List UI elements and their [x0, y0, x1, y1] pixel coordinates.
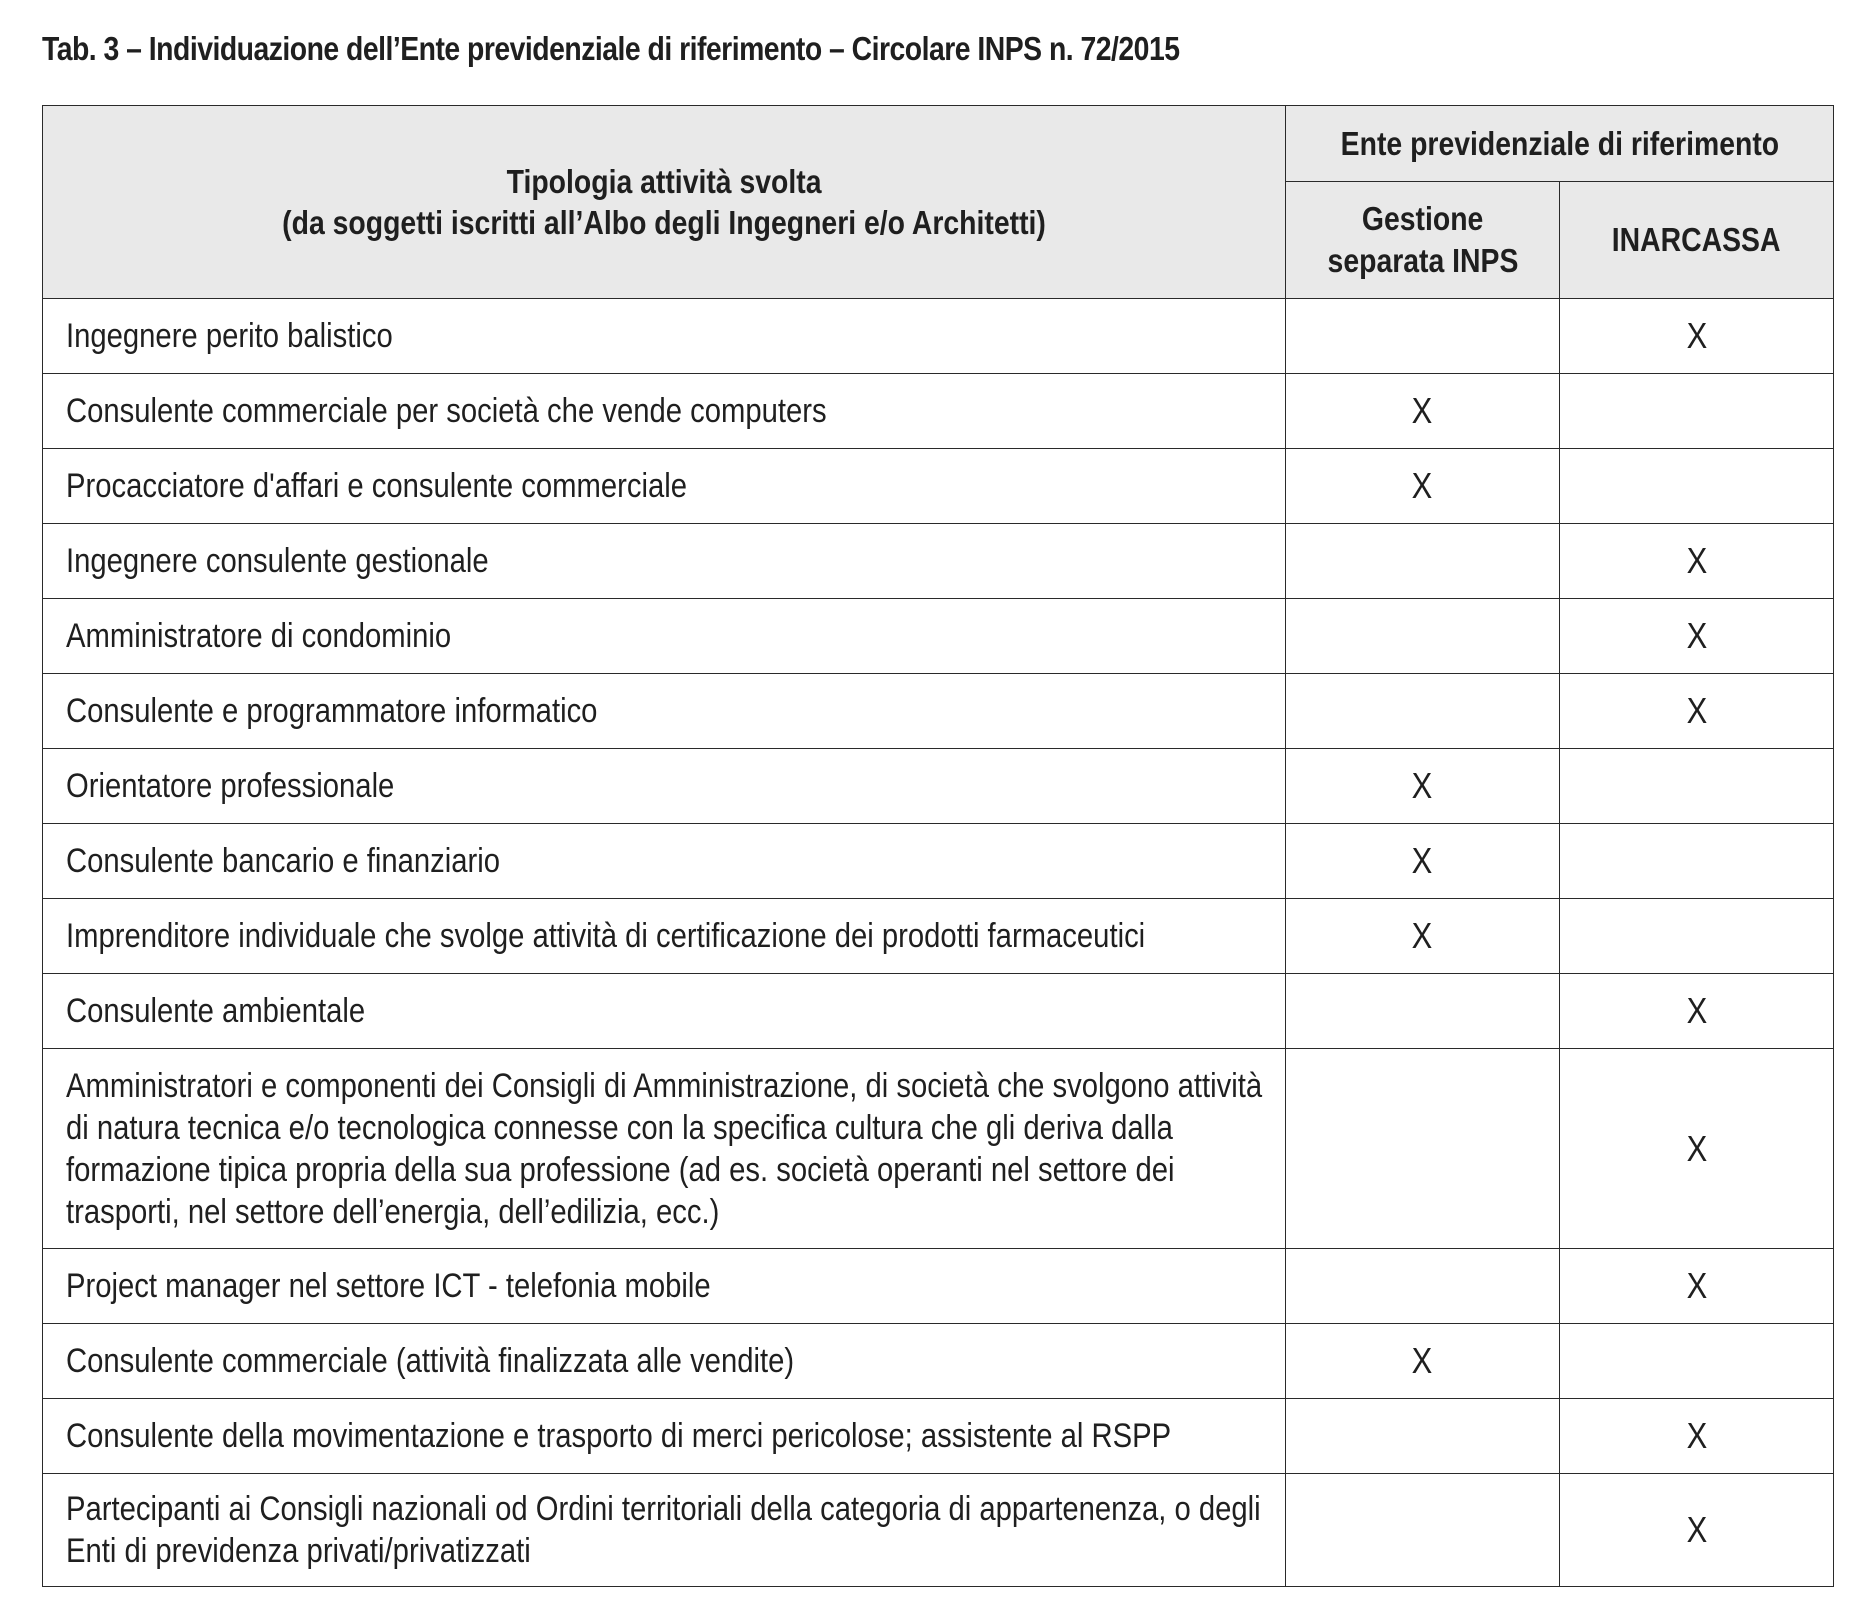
table-row	[43, 899, 1834, 974]
table-row	[43, 974, 1834, 1049]
table-row	[43, 524, 1834, 599]
inps-header-line1: Gestione	[1361, 200, 1484, 237]
inps-cell	[1286, 974, 1560, 1049]
activity-cell: Consulente e programmatore informatico	[43, 674, 1286, 749]
table-row	[43, 449, 1834, 524]
activity-cell: Consulente commerciale (attività finalizzata alle vendite)	[43, 1324, 1286, 1399]
table-row	[43, 674, 1834, 749]
inps-cell	[1286, 1399, 1560, 1474]
activity-cell: Consulente della movimentazione e trasporto di merci pericolose; assistente al RSPP	[43, 1399, 1286, 1474]
inps-header-line2: separata INPS	[1327, 242, 1518, 279]
inarcassa-cell: X	[1560, 524, 1834, 599]
activity-cell: Orientatore professionale	[43, 749, 1286, 824]
activity-cell: Amministratore di condominio	[43, 599, 1286, 674]
table-row	[43, 299, 1834, 374]
table-row	[43, 1324, 1834, 1399]
table-row	[43, 824, 1834, 899]
inarcassa-header-label: INARCASSA	[1612, 221, 1781, 258]
activity-cell: Ingegnere consulente gestionale	[43, 524, 1286, 599]
inarcassa-cell: X	[1560, 1474, 1834, 1587]
inarcassa-cell	[1560, 374, 1834, 449]
inarcassa-cell: X	[1560, 1049, 1834, 1249]
inarcassa-cell: X	[1560, 974, 1834, 1049]
inps-cell	[1286, 674, 1560, 749]
inarcassa-cell	[1560, 899, 1834, 974]
inarcassa-cell: X	[1560, 599, 1834, 674]
table-row	[43, 1249, 1834, 1324]
table-row	[43, 749, 1834, 824]
activity-cell: Ingegnere perito balistico	[43, 299, 1286, 374]
entity-group-label: Ente previdenziale di riferimento	[1340, 124, 1779, 162]
activity-cell: Consulente bancario e finanziario	[43, 824, 1286, 899]
social-security-table	[42, 105, 1834, 1587]
activity-cell: Imprenditore individuale che svolge attività di certificazione dei prodotti farmaceutici	[43, 899, 1286, 974]
inarcassa-cell	[1560, 1324, 1834, 1399]
inarcassa-cell: X	[1560, 1249, 1834, 1324]
activity-cell: Amministratori e componenti dei Consigli di Amministrazione, di società che svolgono attività di natura tecnica e/o tecnologica connesse con la specifica cultura che gli deriva dalla formazione tipica propria della sua professione (ad es. società operanti nel settore dei trasporti, nel settore dell’energia, dell’edilizia, ecc.)	[43, 1049, 1286, 1249]
inps-cell: X	[1286, 899, 1560, 974]
inarcassa-cell	[1560, 824, 1834, 899]
activity-cell: Consulente ambientale	[43, 974, 1286, 1049]
inarcassa-cell: X	[1560, 674, 1834, 749]
inps-cell: X	[1286, 1324, 1560, 1399]
inarcassa-cell: X	[1560, 299, 1834, 374]
entity-group-header	[1286, 106, 1834, 182]
inarcassa-column-header	[1560, 182, 1834, 299]
activity-cell: Partecipanti ai Consigli nazionali od Ordini territoriali della categoria di appartenenza, o degli Enti di previdenza privati/privatizzati	[43, 1474, 1286, 1587]
inps-cell	[1286, 1049, 1560, 1249]
activity-cell: Project manager nel settore ICT - telefonia mobile	[43, 1249, 1286, 1324]
inps-cell: X	[1286, 749, 1560, 824]
inps-cell: X	[1286, 374, 1560, 449]
table-row	[43, 1399, 1834, 1474]
inps-cell	[1286, 1249, 1560, 1324]
activity-column-header	[43, 106, 1286, 299]
inarcassa-cell: X	[1560, 1399, 1834, 1474]
inps-cell	[1286, 524, 1560, 599]
inps-cell: X	[1286, 824, 1560, 899]
inps-cell	[1286, 299, 1560, 374]
inps-cell	[1286, 1474, 1560, 1587]
activity-cell: Consulente commerciale per società che vende computers	[43, 374, 1286, 449]
inarcassa-cell	[1560, 749, 1834, 824]
table-row	[43, 1049, 1834, 1249]
table-row	[43, 599, 1834, 674]
inarcassa-cell	[1560, 449, 1834, 524]
activity-header-line2: (da soggetti iscritti all’Albo degli Ingegneri e/o Architetti)	[282, 204, 1046, 241]
inps-column-header	[1286, 182, 1560, 299]
table-row	[43, 374, 1834, 449]
inps-cell	[1286, 599, 1560, 674]
inps-cell: X	[1286, 449, 1560, 524]
table-row	[43, 1474, 1834, 1587]
table-caption: Tab. 3 – Individuazione dell’Ente previdenziale di riferimento – Circolare INPS n. 72/2015	[42, 30, 1180, 67]
activity-header-line1: Tipologia attività svolta	[506, 163, 822, 200]
activity-cell: Procacciatore d'affari e consulente commerciale	[43, 449, 1286, 524]
